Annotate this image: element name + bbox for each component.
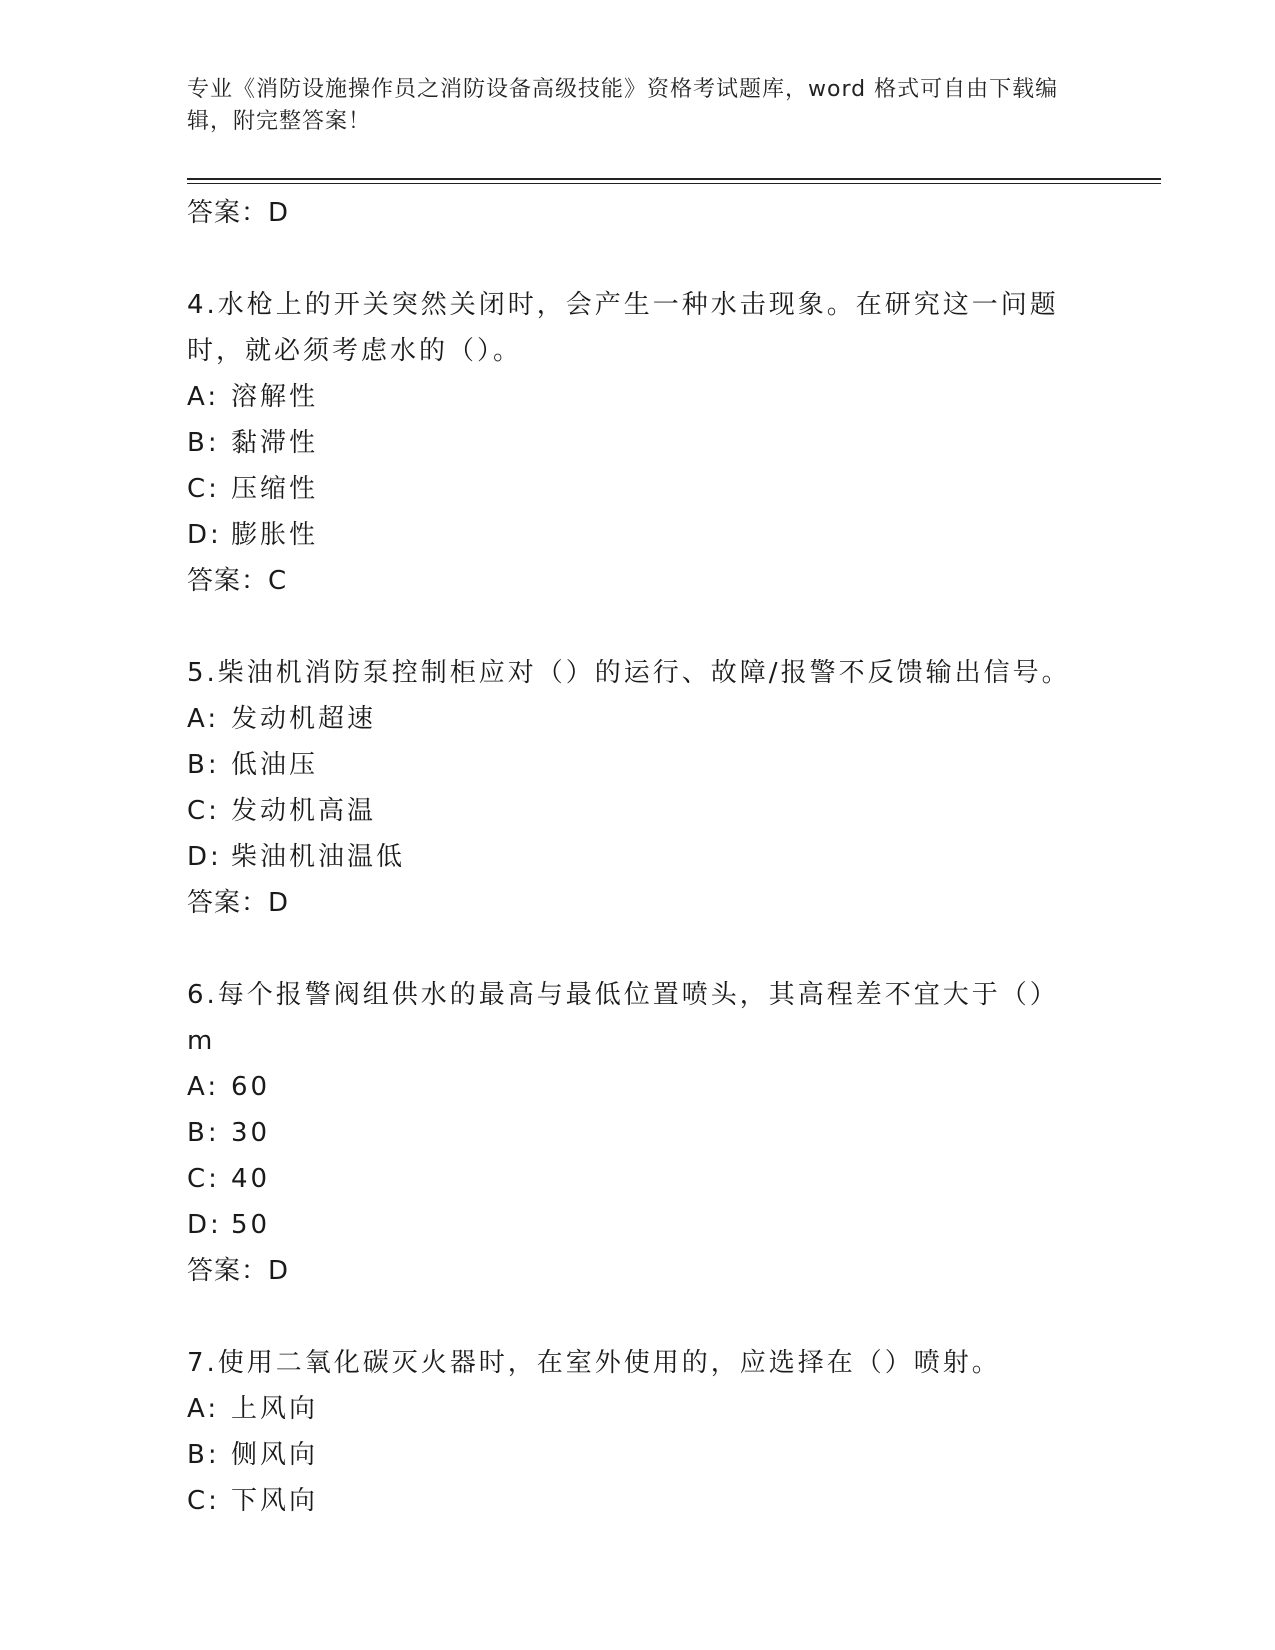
answer-line: 答案：D bbox=[187, 1256, 290, 1286]
option-letter: A: bbox=[187, 382, 220, 412]
option-item bbox=[187, 1386, 1087, 1432]
option-item bbox=[187, 1064, 1087, 1110]
option-letter: C: bbox=[187, 796, 220, 826]
option-item bbox=[187, 696, 1087, 742]
option-letter: A: bbox=[187, 1394, 220, 1424]
option-letter: C: bbox=[187, 1164, 220, 1194]
option-letter: B: bbox=[187, 750, 220, 780]
question-block bbox=[187, 972, 1087, 1294]
option-text: 50 bbox=[231, 1210, 271, 1240]
question-stem: 7.使用二氧化碳灭火器时，在室外使用的，应选择在（）喷射。 bbox=[187, 1348, 1001, 1378]
option-text: 30 bbox=[231, 1118, 271, 1148]
option-text: 发动机超速 bbox=[231, 704, 377, 734]
option-text: 溶解性 bbox=[231, 382, 319, 412]
option-text: 膨胀性 bbox=[231, 520, 319, 550]
option-letter: B: bbox=[187, 428, 220, 458]
question-block bbox=[187, 650, 1087, 926]
question-block bbox=[187, 1340, 1087, 1524]
option-text: 侧风向 bbox=[231, 1440, 319, 1470]
question-block bbox=[187, 282, 1087, 604]
answer-line: 答案：C bbox=[187, 566, 288, 596]
option-letter: D: bbox=[187, 520, 222, 550]
option-letter: A: bbox=[187, 1072, 220, 1102]
option-item bbox=[187, 788, 1087, 834]
option-text: 黏滞性 bbox=[231, 428, 319, 458]
option-item bbox=[187, 1432, 1087, 1478]
option-letter: B: bbox=[187, 1440, 220, 1470]
question-stem: 5.柴油机消防泵控制柜应对（）的运行、故障/报警不反馈输出信号。 bbox=[187, 658, 1071, 688]
option-item bbox=[187, 420, 1087, 466]
option-letter: D: bbox=[187, 842, 222, 872]
option-text: 上风向 bbox=[231, 1394, 319, 1424]
option-text: 低油压 bbox=[231, 750, 319, 780]
option-text: 60 bbox=[231, 1072, 271, 1102]
option-letter: C: bbox=[187, 474, 220, 504]
question-stem: 6.每个报警阀组供水的最高与最低位置喷头，其高程差不宜大于（）m bbox=[187, 980, 1059, 1056]
option-letter: B: bbox=[187, 1118, 220, 1148]
option-item bbox=[187, 512, 1087, 558]
question-stem: 4.水枪上的开关突然关闭时，会产生一种水击现象。在研究这一问题时，就必须考虑水的（）。 bbox=[187, 290, 1059, 366]
option-letter: A: bbox=[187, 704, 220, 734]
option-text: 下风向 bbox=[231, 1486, 319, 1516]
option-text: 压缩性 bbox=[231, 474, 319, 504]
option-item bbox=[187, 1478, 1087, 1524]
option-text: 柴油机油温低 bbox=[231, 842, 406, 872]
option-item bbox=[187, 1156, 1087, 1202]
option-item bbox=[187, 466, 1087, 512]
answer-line: 答案：D bbox=[187, 198, 290, 228]
question-list bbox=[187, 190, 1087, 1524]
option-letter: D: bbox=[187, 1210, 222, 1240]
header-divider-thin bbox=[187, 183, 1161, 184]
page-header: 专业《消防设施操作员之消防设备高级技能》资格考试题库，word 格式可自由下载编辑，附完整答案！ bbox=[187, 77, 1059, 134]
option-item bbox=[187, 742, 1087, 788]
option-item bbox=[187, 1110, 1087, 1156]
option-text: 40 bbox=[231, 1164, 271, 1194]
option-letter: C: bbox=[187, 1486, 220, 1516]
option-item bbox=[187, 834, 1087, 880]
option-text: 发动机高温 bbox=[231, 796, 377, 826]
header-divider-thick bbox=[187, 178, 1161, 180]
option-item bbox=[187, 1202, 1087, 1248]
option-item bbox=[187, 374, 1087, 420]
answer-line: 答案：D bbox=[187, 888, 290, 918]
